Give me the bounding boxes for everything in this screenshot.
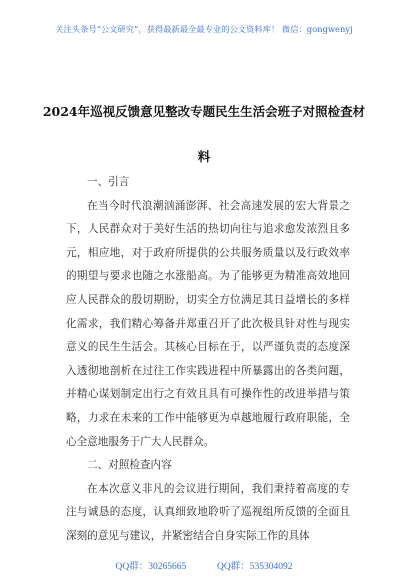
footer-contact xyxy=(0,558,408,572)
document-title-line-1: 2024年巡视反馈意见整改专题民生生活会班子对照检查材 xyxy=(42,104,366,119)
footer-qq-group-2: QQ群：535304092 xyxy=(217,562,293,572)
section-2-heading: 二、对照检查内容 xyxy=(87,459,172,472)
section-2-paragraph: 在本次意义非凡的会议进行期间，我们秉持着高度的专注与诚恳的态度，认真细致地聆听了巡视组所反馈的全面且深刻的意见与建议，并紧密结合自身实际工作的具体 xyxy=(66,482,350,542)
document-body xyxy=(66,171,350,549)
section-1-heading: 一、引言 xyxy=(87,176,130,188)
section-1-paragraph: 在当今时代浪潮汹涌澎湃、社会高速发展的宏大背景之下，人民群众对于美好生活的热切向往与追求愈发浓烈且多元，相应地，对于政府所提供的公共服务质量以及行政效率的期望与要求也随之水涨船高。为了能够更为精准高效地回应人民群众的殷切期盼，切实全方位满足其日益增长的多样化需求，我们精心筹备并郑重召开了此次极具针对性与现实意义的民生生活会。其核心目标在于，以严谨负责的态度深入透彻地剖析在过往工作实践进程中所暴露出的各类问题，并精心谋划制定出行之有效且具有可操作性的改进举措与策略，力求在未来的工作中能够更为卓越地履行政府职能，全心全意地服务于广大人民群众。 xyxy=(66,199,350,448)
footer-qq-group-1: QQ群：30265665 xyxy=(115,562,187,572)
document-title-line-2: 料 xyxy=(197,149,211,164)
header-promo-note: 关注头条号“公文研究”，获得最新最全最专业的公文资料库！ 微信：gongwenyj xyxy=(55,24,353,34)
